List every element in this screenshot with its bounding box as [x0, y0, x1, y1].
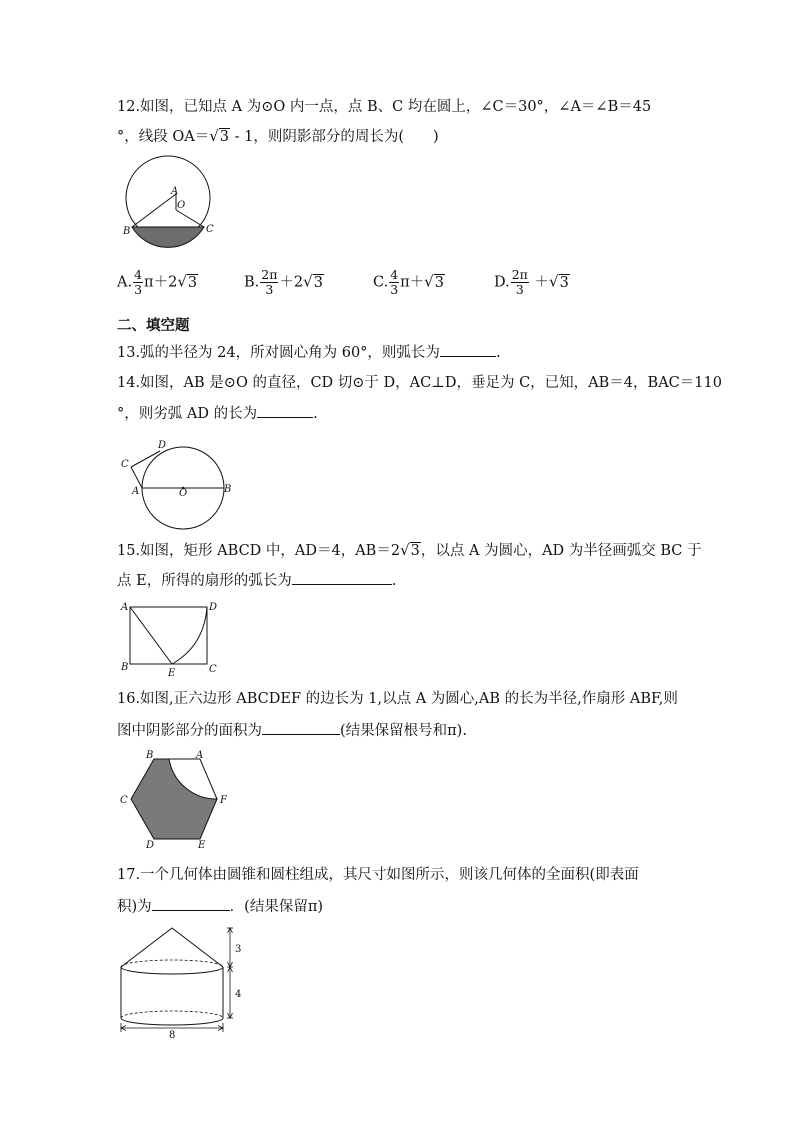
q16-line1: 16.如图,正六边形 ABCDEF 的边长为 1,以点 A 为圆心,AB 的长为半径,作扇形 ABF,则 [117, 691, 678, 707]
q14-label-c: C [121, 459, 129, 470]
q14-figure [118, 438, 238, 533]
q13-text: 13.弧的半径为 24，所对圆心角为 60°，则弧长为 . [117, 342, 501, 363]
q15-figure [118, 598, 228, 678]
q12-label-c: C [206, 224, 214, 235]
q17-line2: 积)为 ．(结果保留π) [117, 896, 323, 917]
q16-label-b: B [146, 750, 154, 761]
q15-label-e: E [168, 668, 176, 679]
q14-label-o: O [179, 488, 188, 499]
q14-label-d: D [158, 440, 167, 451]
q12-option-b[interactable]: B. $\frac{2\pi}{3}$ ＋2√3 [244, 267, 323, 297]
q12-option-a[interactable]: A. $\frac{4}{3}$ π＋2√3 [117, 267, 198, 297]
q12-option-d[interactable]: D. $\frac{2\pi}{3}$ ＋√3 [494, 267, 569, 297]
q15-line1: 15.如图，矩形 ABCD 中，AD＝4，AB＝2√3，以点 A 为圆心，AD 为半径画弧交 BC 于 [117, 541, 702, 559]
q16-label-f: F [220, 795, 227, 806]
q17-blank[interactable] [152, 896, 230, 911]
q12-label-b: B [123, 226, 131, 237]
q12-label-a: A [171, 186, 179, 197]
q15-label-d: D [209, 602, 218, 613]
q15-line2: 点 E，所得的扇形的弧长为 . [117, 570, 396, 591]
q16-label-e: E [198, 840, 206, 851]
q12-label-o: O [177, 200, 186, 211]
q12-figure [120, 158, 220, 248]
q14-label-a: A [132, 486, 140, 497]
q17-label-h2: 4 [235, 989, 242, 1000]
q16-line2: 图中阴影部分的面积为 (结果保留根号和π). [117, 720, 467, 741]
q14-line1: 14.如图，AB 是⊙O 的直径，CD 切⊙于 D，AC⊥D，垂足为 C，已知，AB＝4，BAC＝110 [117, 375, 722, 391]
q12-line2: °，线段 OA＝√3 - 1，则阴影部分的周长为( ) [117, 127, 439, 145]
q12-line1: 12.如图，已知点 A 为⊙O 内一点，点 B、C 均在圆上，∠C＝30°，∠A＝∠B＝45 [117, 99, 652, 115]
q12-option-c[interactable]: C. $\frac{4}{3}$ π＋√3 [373, 267, 444, 297]
q16-label-c: C [120, 795, 128, 806]
q17-line1: 17.一个几何体由圆锥和圆柱组成，其尺寸如图所示，则该几何体的全面积(即表面 [117, 867, 639, 883]
q16-label-d: D [146, 840, 155, 851]
q16-figure [118, 748, 243, 851]
q13-blank[interactable] [440, 342, 496, 357]
q14-label-b: B [224, 484, 232, 495]
q15-label-a: A [121, 602, 129, 613]
q15-blank[interactable] [292, 570, 392, 585]
q15-label-c: C [209, 664, 217, 675]
q17-label-h1: 3 [235, 944, 242, 955]
q16-blank[interactable] [262, 720, 340, 735]
q15-label-b: B [121, 662, 129, 673]
q14-blank[interactable] [257, 403, 313, 418]
q14-line2: °，则劣弧 AD 的长为 . [117, 403, 318, 424]
q16-label-a: A [196, 750, 204, 761]
section-title: 二、填空题 [117, 318, 190, 334]
q17-label-w: 8 [169, 1030, 176, 1041]
q17-figure [115, 926, 250, 1041]
